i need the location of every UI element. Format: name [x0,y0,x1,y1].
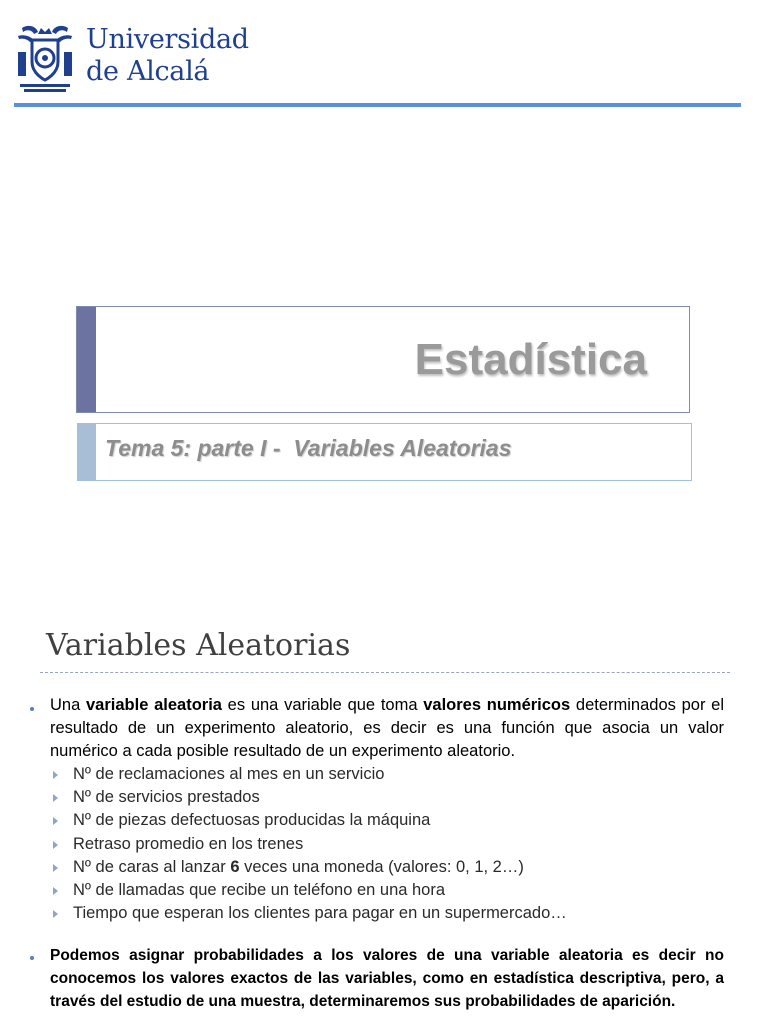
section-heading: Variables Aleatorias [46,628,351,663]
intro-text-2: es una variable que toma [221,696,424,714]
title-accent-bar [77,307,96,412]
subtitle-box [77,423,692,481]
example-text: Tiempo que esperan los clientes para pagar en un supermercado… [73,904,567,923]
list-item [50,786,567,809]
triangle-bullet-icon [53,864,58,872]
triangle-bullet-icon [53,794,58,802]
example-text: Nº de reclamaciones al mes en un servicio [73,765,385,783]
list-item [50,763,567,786]
triangle-bullet-icon [53,887,58,895]
examples-list [50,763,567,925]
header-divider [14,103,741,107]
intro-text-3: determinados por el resultado de un experimento aleatorio, es decir es una función que asocia un valor numérico a cada posible resultado de un experimento aleatorio. [50,696,725,760]
example-text: Nº de servicios prestados [73,788,260,807]
section-divider [40,672,730,673]
list-item [50,902,567,925]
intro-bold-1: variable aleatoria [86,696,222,714]
brand-line-1: Universidad [86,24,249,55]
slide-subtitle: Tema 5: parte I - Variables Aleatorias [105,435,512,461]
intro-text-1: Una [50,696,86,714]
triangle-bullet-icon [53,910,58,918]
triangle-bullet-icon [53,771,58,779]
conclusion-paragraph: Podemos asignar probabilidades a los valores de una variable aleatoria es decir no conocemos los valores exactos de las variables, como en estadística descriptiva, pero, a través del estudio de una muestra, determinaremos sus probabilidades de aparición. [50,947,724,1010]
bullet-dot [30,956,34,960]
example-text-post: veces una moneda (valores: 0, 1, 2…) [239,857,524,876]
example-text: Nº de caras al lanzar [73,857,231,876]
list-item [50,879,567,902]
brand-line-2: de Alcalá [86,56,210,87]
example-text: Nº de piezas defectuosas producidas la máquina [73,811,431,830]
slide-title: Estadística [414,335,647,384]
example-bold: 6 [230,857,240,876]
university-name [86,24,249,88]
example-text: Retraso promedio en los trenes [73,834,304,853]
list-item [50,809,567,832]
bullet-dot [30,707,34,711]
intro-paragraph [50,694,724,763]
triangle-bullet-icon [53,817,58,825]
list-item [50,856,567,879]
subtitle-accent-bar [78,424,96,480]
university-crest-icon [14,22,76,94]
example-text: Nº de llamadas que recibe un teléfono en una hora [73,881,446,900]
triangle-bullet-icon [53,841,58,849]
title-box [76,306,690,413]
list-item [50,833,567,856]
intro-bold-2: valores numéricos [423,696,571,714]
